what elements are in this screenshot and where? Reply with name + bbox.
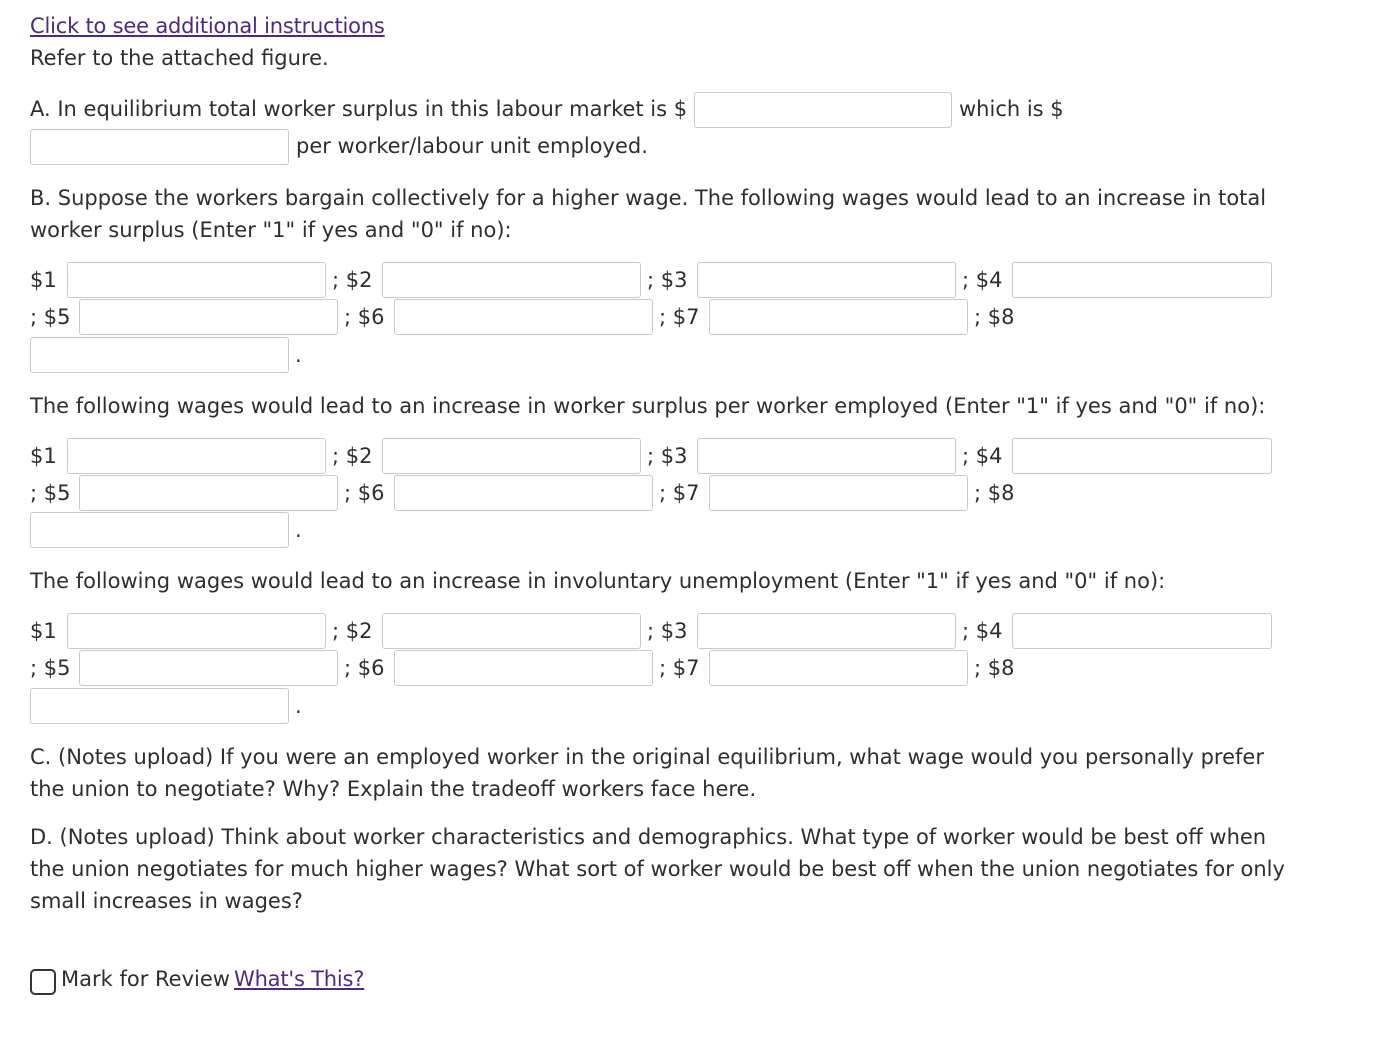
per-worker-wage-6-input[interactable] [394, 475, 653, 511]
wage-label-5: ; $5 [30, 305, 71, 329]
additional-instructions-link[interactable]: Click to see additional instructions [30, 14, 385, 38]
mark-for-review-label: Mark for Review [61, 967, 230, 991]
wage-label-1: $1 [30, 619, 57, 643]
end-period: . [295, 343, 302, 367]
unemployment-wage-3-input[interactable] [697, 613, 956, 649]
total-surplus-wage-4-input[interactable] [1012, 262, 1272, 298]
unemployment-wage-2-input[interactable] [382, 613, 641, 649]
part-d-question: D. (Notes upload) Think about worker characteristics and demographics. What type of worker would be best off when the union negotiates for much higher wages? What sort of worker would be best off when the union negotiates for only small increases in wages? [30, 825, 1285, 913]
wage-label-6: ; $6 [344, 481, 385, 505]
total-surplus-wage-8-input[interactable] [30, 337, 289, 373]
total-surplus-input[interactable] [694, 92, 952, 128]
part-b-per-worker-question: The following wages would lead to an increase in worker surplus per worker employed (Enter "1" if yes and "0" if no): [30, 394, 1266, 418]
wage-label-4: ; $4 [962, 619, 1003, 643]
mark-for-review-checkbox[interactable] [30, 969, 56, 995]
total-surplus-wage-3-input[interactable] [697, 262, 956, 298]
part-a-prompt: A. In equilibrium total worker surplus in this labour market is $ [30, 97, 688, 121]
wage-label-7: ; $7 [659, 481, 700, 505]
total-surplus-wage-1-input[interactable] [67, 262, 326, 298]
unemployment-wage-7-input[interactable] [709, 650, 968, 686]
per-worker-wage-2-input[interactable] [382, 438, 641, 474]
unemployment-wage-1-input[interactable] [67, 613, 326, 649]
per-worker-wage-8-input[interactable] [30, 512, 289, 548]
wage-label-1: $1 [30, 444, 57, 468]
total-surplus-wage-6-input[interactable] [394, 299, 653, 335]
wage-label-3: ; $3 [647, 444, 688, 468]
wage-label-5: ; $5 [30, 656, 71, 680]
wage-label-7: ; $7 [659, 305, 700, 329]
unemployment-wage-5-input[interactable] [79, 650, 338, 686]
total-surplus-wage-2-input[interactable] [382, 262, 641, 298]
wage-label-5: ; $5 [30, 481, 71, 505]
per-worker-wage-4-input[interactable] [1012, 438, 1272, 474]
wage-label-4: ; $4 [962, 444, 1003, 468]
unemployment-wage-6-input[interactable] [394, 650, 653, 686]
wage-label-6: ; $6 [344, 305, 385, 329]
wage-label-2: ; $2 [332, 268, 373, 292]
wage-label-8: ; $8 [974, 481, 1015, 505]
wage-label-4: ; $4 [962, 268, 1003, 292]
end-period: . [295, 694, 302, 718]
which-is-text: which is $ [959, 97, 1064, 121]
total-surplus-wage-7-input[interactable] [709, 299, 968, 335]
total-surplus-wage-5-input[interactable] [79, 299, 338, 335]
unemployment-wage-8-input[interactable] [30, 688, 289, 724]
wage-label-3: ; $3 [647, 268, 688, 292]
wage-label-2: ; $2 [332, 619, 373, 643]
end-period: . [295, 518, 302, 542]
wage-label-7: ; $7 [659, 656, 700, 680]
wage-label-3: ; $3 [647, 619, 688, 643]
wage-label-1: $1 [30, 268, 57, 292]
part-b-unemployment-question: The following wages would lead to an increase in involuntary unemployment (Enter "1" if yes and "0" if no): [30, 569, 1166, 593]
wage-label-8: ; $8 [974, 656, 1015, 680]
part-c-question: C. (Notes upload) If you were an employed worker in the original equilibrium, what wage would you personally prefer the union to negotiate? Why? Explain the tradeoff workers face here. [30, 745, 1264, 801]
per-worker-surplus-input[interactable] [30, 129, 289, 165]
wage-label-6: ; $6 [344, 656, 385, 680]
per-worker-wage-7-input[interactable] [709, 475, 968, 511]
per-worker-wage-5-input[interactable] [79, 475, 338, 511]
part-b-intro: B. Suppose the workers bargain collectively for a higher wage. The following wages would lead to an increase in total worker surplus (Enter "1" if yes and "0" if no): [30, 186, 1267, 242]
unemployment-wage-4-input[interactable] [1012, 613, 1272, 649]
wage-label-2: ; $2 [332, 444, 373, 468]
refer-text: Refer to the attached figure. [30, 46, 329, 70]
per-worker-text: per worker/labour unit employed. [296, 134, 648, 158]
whats-this-link[interactable]: What's This? [234, 967, 365, 991]
wage-label-8: ; $8 [974, 305, 1015, 329]
per-worker-wage-3-input[interactable] [697, 438, 956, 474]
per-worker-wage-1-input[interactable] [67, 438, 326, 474]
